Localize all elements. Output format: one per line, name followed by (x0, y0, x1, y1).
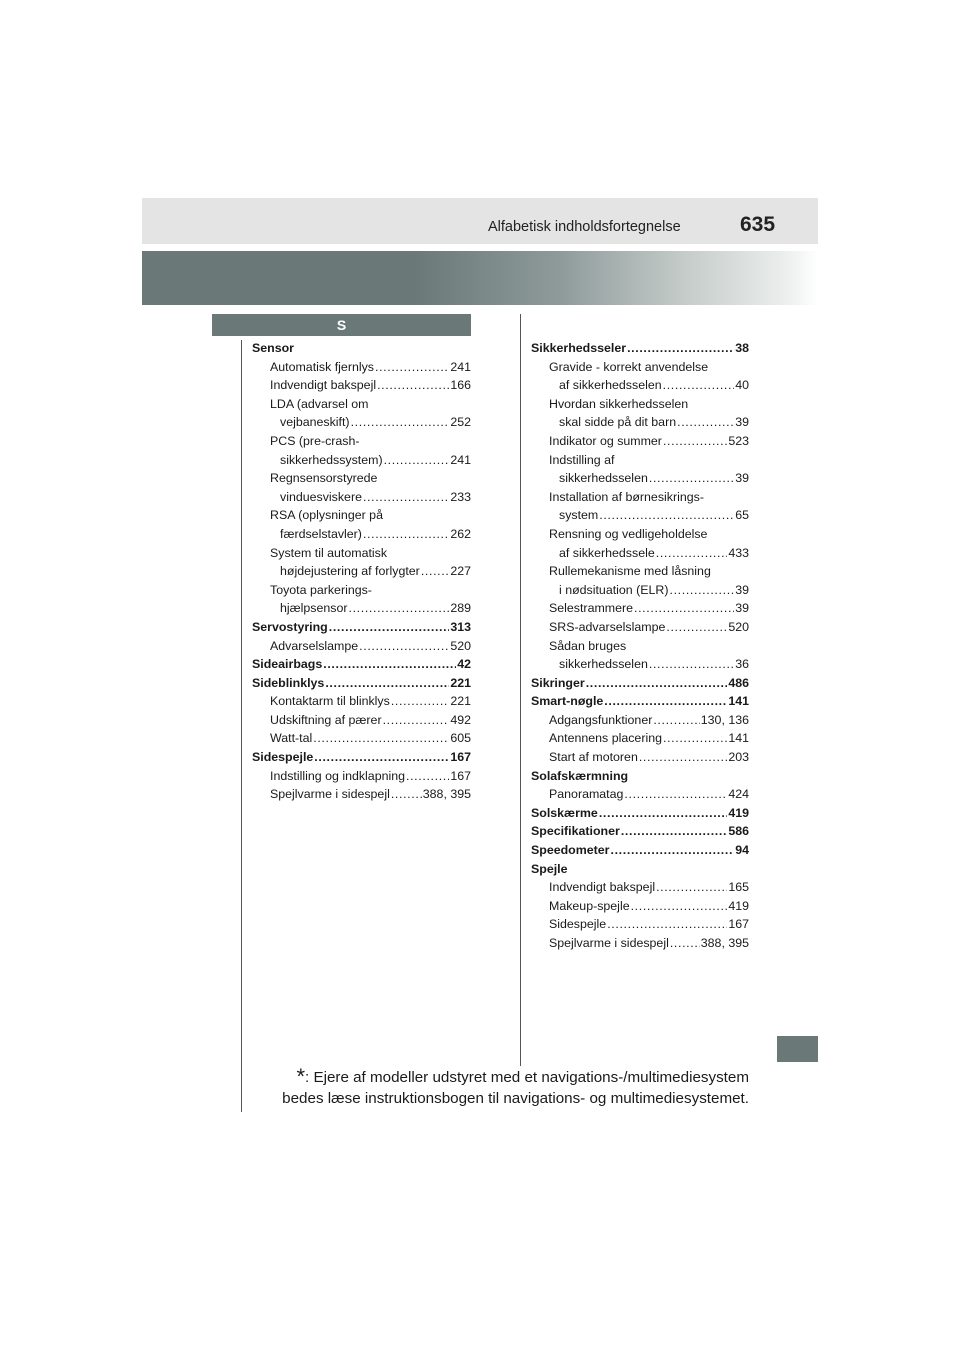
index-subentry (252, 562, 471, 581)
dot-leader (649, 469, 734, 488)
entry-text: færdselstavler) (280, 526, 362, 541)
index-subentry (531, 395, 749, 414)
page-reference: 419 (728, 898, 749, 913)
index-subentry (531, 915, 749, 934)
entry-text: Sådan bruges (549, 638, 627, 653)
dot-leader (586, 674, 728, 693)
entry-text: Rullemekanisme med låsning (549, 564, 711, 579)
index-subentry (531, 711, 749, 730)
index-entry (531, 841, 749, 860)
page-reference: 39 (735, 601, 749, 616)
page-reference: 227 (450, 564, 471, 579)
index-entry (531, 860, 749, 879)
index-subentry (531, 618, 749, 637)
dot-leader (611, 841, 735, 860)
page-reference: 65 (735, 508, 749, 523)
index-subentry (531, 729, 749, 748)
entry-text: LDA (advarsel om (270, 396, 369, 411)
dot-leader (624, 785, 727, 804)
index-subentry (531, 506, 749, 525)
page-reference: 130, 136 (700, 712, 749, 727)
index-entry (531, 674, 749, 693)
entry-text: Makeup-spejle (549, 898, 630, 913)
entry-text: Udskiftning af pærer (270, 712, 382, 727)
dot-leader (314, 748, 449, 767)
entry-text: Indstilling af (549, 452, 615, 467)
page-reference: 94 (735, 843, 749, 858)
index-entry (252, 339, 471, 358)
page-reference: 433 (728, 545, 749, 560)
footnote (262, 1066, 749, 1109)
page-reference: 42 (457, 657, 471, 672)
dot-leader (604, 692, 727, 711)
dot-leader (653, 711, 699, 730)
index-subentry (252, 544, 471, 563)
index-subentry (531, 748, 749, 767)
index-entry (531, 804, 749, 823)
margin-rule (241, 340, 242, 1112)
entry-text: system (559, 508, 599, 523)
entry-text: Panoramatag (549, 787, 624, 802)
dot-leader (631, 897, 728, 916)
page-reference: 141 (728, 694, 749, 709)
column-divider (520, 314, 521, 1066)
page-reference: 241 (450, 452, 471, 467)
index-subentry (531, 655, 749, 674)
index-entry (531, 692, 749, 711)
entry-text: Indstilling og indklapning (270, 768, 406, 783)
index-subentry (252, 581, 471, 600)
page-reference: 141 (728, 731, 749, 746)
entry-text: sikkerhedsselen (559, 657, 648, 672)
page-reference: 424 (728, 787, 749, 802)
index-entry (252, 618, 471, 637)
section-letter-header: S (212, 314, 471, 336)
page-title: Alfabetisk indholdsfortegnelse (488, 219, 681, 235)
index-subentry (252, 488, 471, 507)
index-entry (531, 767, 749, 786)
dot-leader (670, 934, 700, 953)
index-subentry (252, 413, 471, 432)
dot-leader (639, 748, 727, 767)
page-reference: 39 (735, 471, 749, 486)
dot-leader (313, 729, 449, 748)
entry-text: vejbaneskift) (280, 415, 350, 430)
entry-text: højdejustering af forlygter (280, 564, 420, 579)
entry-text: Sideairbags (252, 657, 323, 672)
index-subentry (531, 413, 749, 432)
page-reference: 252 (450, 415, 471, 430)
dot-leader (656, 544, 728, 563)
entry-text: Start af motoren (549, 750, 638, 765)
page-reference: 388, 395 (422, 787, 471, 802)
index-subentry (252, 395, 471, 414)
entry-text: PCS (pre-crash- (270, 433, 360, 448)
entry-text: Specifikationer (531, 824, 620, 839)
page-reference: 233 (450, 489, 471, 504)
chapter-thumb-tab (777, 1036, 818, 1062)
page-reference: 40 (735, 378, 749, 393)
entry-text: Installation af børnesikrings- (549, 489, 704, 504)
entry-text: sikkerhedsselen (559, 471, 648, 486)
index-subentry (252, 729, 471, 748)
entry-text: Spejlvarme i sidespejl (270, 787, 390, 802)
entry-text: sikkerhedssystem) (280, 452, 383, 467)
entry-text: Rensning og vedligeholdelse (549, 526, 708, 541)
dot-leader (656, 878, 727, 897)
entry-text: Solskærme (531, 805, 598, 820)
entry-text: Indikator og summer (549, 433, 662, 448)
entry-text: Sideblinklys (252, 675, 325, 690)
entry-text: Solafskærmning (531, 768, 629, 783)
page-reference: 520 (728, 619, 749, 634)
index-entry (252, 655, 471, 674)
index-entry (252, 674, 471, 693)
dot-leader (607, 915, 727, 934)
dot-leader (599, 804, 728, 823)
entry-text: Smart-nøgle (531, 694, 604, 709)
index-subentry (531, 934, 749, 953)
page-reference: 605 (450, 731, 471, 746)
page-reference: 167 (728, 917, 749, 932)
entry-text: SRS-advarselslampe (549, 619, 666, 634)
entry-text: Sidespejle (549, 917, 607, 932)
dot-leader (391, 692, 449, 711)
dot-leader (391, 785, 422, 804)
dot-leader (375, 358, 449, 377)
page-reference: 39 (735, 415, 749, 430)
dot-leader (363, 525, 449, 544)
dot-leader (351, 413, 450, 432)
dot-leader (621, 822, 727, 841)
dot-leader (649, 655, 734, 674)
entry-text: hjælpsensor (280, 601, 348, 616)
entry-text: Indvendigt bakspejl (549, 880, 656, 895)
dot-leader (406, 767, 449, 786)
page-reference: 388, 395 (700, 936, 749, 950)
index-subentry (252, 376, 471, 395)
dot-leader (677, 413, 734, 432)
entry-text: af sikkerhedsselen (559, 378, 662, 393)
entry-text: Gravide - korrekt anvendelse (549, 359, 709, 374)
index-subentry (531, 897, 749, 916)
dot-leader (599, 506, 734, 525)
index-subentry (531, 599, 749, 618)
index-subentry (531, 581, 749, 600)
index-subentry (531, 451, 749, 470)
dot-leader (323, 655, 456, 674)
index-subentry (252, 711, 471, 730)
entry-text: Sensor (252, 341, 295, 355)
footnote-text-1: : Ejere af modeller udstyret med et navigations-/multimediesystem (305, 1069, 749, 1086)
page-reference: 523 (728, 433, 749, 448)
index-subentry (531, 376, 749, 395)
page-reference: 39 (735, 582, 749, 597)
dot-leader (663, 729, 727, 748)
dot-leader (670, 581, 735, 600)
page-reference: 203 (728, 750, 749, 765)
dot-leader (363, 488, 449, 507)
index-subentry (252, 469, 471, 488)
index-subentry (531, 562, 749, 581)
index-subentry (531, 432, 749, 451)
entry-text: Kontaktarm til blinklys (270, 694, 390, 709)
entry-text: Antennens placering (549, 731, 662, 746)
index-subentry (531, 878, 749, 897)
index-subentry (252, 525, 471, 544)
entry-text: Toyota parkerings- (270, 582, 372, 597)
page-number: 635 (740, 213, 776, 236)
entry-text: Servostyring (252, 619, 328, 634)
index-column-left (252, 339, 471, 804)
index-subentry (531, 525, 749, 544)
page-reference: 492 (450, 712, 471, 727)
dot-leader (325, 674, 449, 693)
entry-text: Adgangsfunktioner (549, 712, 653, 727)
entry-text: Selestrammere (549, 601, 634, 616)
index-subentry (252, 506, 471, 525)
index-subentry (252, 599, 471, 618)
dot-leader (329, 618, 450, 637)
entry-text: System til automatisk (270, 545, 388, 560)
entry-text: Speedometer (531, 843, 610, 858)
dot-leader (383, 711, 450, 730)
entry-text: Regnsensorstyrede (270, 471, 378, 486)
page-reference: 38 (735, 341, 749, 355)
index-subentry (531, 637, 749, 656)
index-subentry (252, 767, 471, 786)
index-entry (531, 339, 749, 358)
entry-text: skal sidde på dit barn (559, 415, 677, 430)
entry-text: af sikkerhedssele (559, 545, 655, 560)
dot-leader (666, 618, 727, 637)
index-subentry (531, 544, 749, 563)
page-reference: 313 (450, 619, 471, 634)
dot-leader (663, 432, 727, 451)
dot-leader (627, 339, 734, 358)
dot-leader (349, 599, 450, 618)
dot-leader (377, 376, 449, 395)
page-reference: 419 (728, 805, 749, 820)
entry-text: RSA (oplysninger på (270, 508, 383, 523)
page-reference: 262 (450, 526, 471, 541)
page-reference: 221 (450, 675, 471, 690)
footnote-marker: * (296, 1064, 305, 1089)
index-subentry (252, 358, 471, 377)
index-subentry (531, 469, 749, 488)
entry-text: Automatisk fjernlys (270, 359, 374, 374)
index-subentry (252, 785, 471, 804)
footnote-line-1 (262, 1066, 749, 1088)
page-reference: 289 (450, 601, 471, 616)
entry-text: Sidespejle (252, 750, 314, 765)
entry-text: Hvordan sikkerhedsselen (549, 396, 689, 411)
dot-leader (663, 376, 735, 395)
decorative-band (142, 251, 818, 305)
index-subentry (531, 358, 749, 377)
entry-text: i nødsituation (ELR) (559, 582, 669, 597)
index-column-right (531, 339, 749, 953)
index-subentry (531, 488, 749, 507)
index-subentry (252, 692, 471, 711)
page-reference: 520 (450, 638, 471, 653)
index-subentry (252, 637, 471, 656)
footnote-line-2: bedes læse instruktionsbogen til navigations- og multimediesystemet. (282, 1090, 749, 1107)
page-reference: 166 (450, 378, 471, 393)
entry-text: Sikringer (531, 675, 585, 690)
page-reference: 165 (728, 880, 749, 895)
index-subentry (252, 451, 471, 470)
entry-text: Advarselslampe (270, 638, 359, 653)
dot-leader (421, 562, 450, 581)
entry-text: Sikkerhedsseler (531, 341, 627, 355)
entry-text: Indvendigt bakspejl (270, 378, 377, 393)
dot-leader (359, 637, 449, 656)
page-reference: 36 (735, 657, 749, 672)
header-bar (142, 198, 818, 244)
entry-text: vinduesviskere (280, 489, 362, 504)
index-entry (252, 748, 471, 767)
dot-leader (634, 599, 734, 618)
page-reference: 586 (728, 824, 749, 839)
page-reference: 241 (450, 359, 471, 374)
entry-text: Spejle (531, 861, 568, 876)
page-reference: 486 (728, 675, 749, 690)
dot-leader (384, 451, 450, 470)
entry-text: Spejlvarme i sidespejl (549, 936, 669, 950)
index-subentry (252, 432, 471, 451)
page-reference: 167 (450, 768, 471, 783)
index-entry (531, 822, 749, 841)
page-reference: 221 (450, 694, 471, 709)
page-reference: 167 (450, 750, 471, 765)
entry-text: Watt-tal (270, 731, 313, 746)
index-subentry (531, 785, 749, 804)
